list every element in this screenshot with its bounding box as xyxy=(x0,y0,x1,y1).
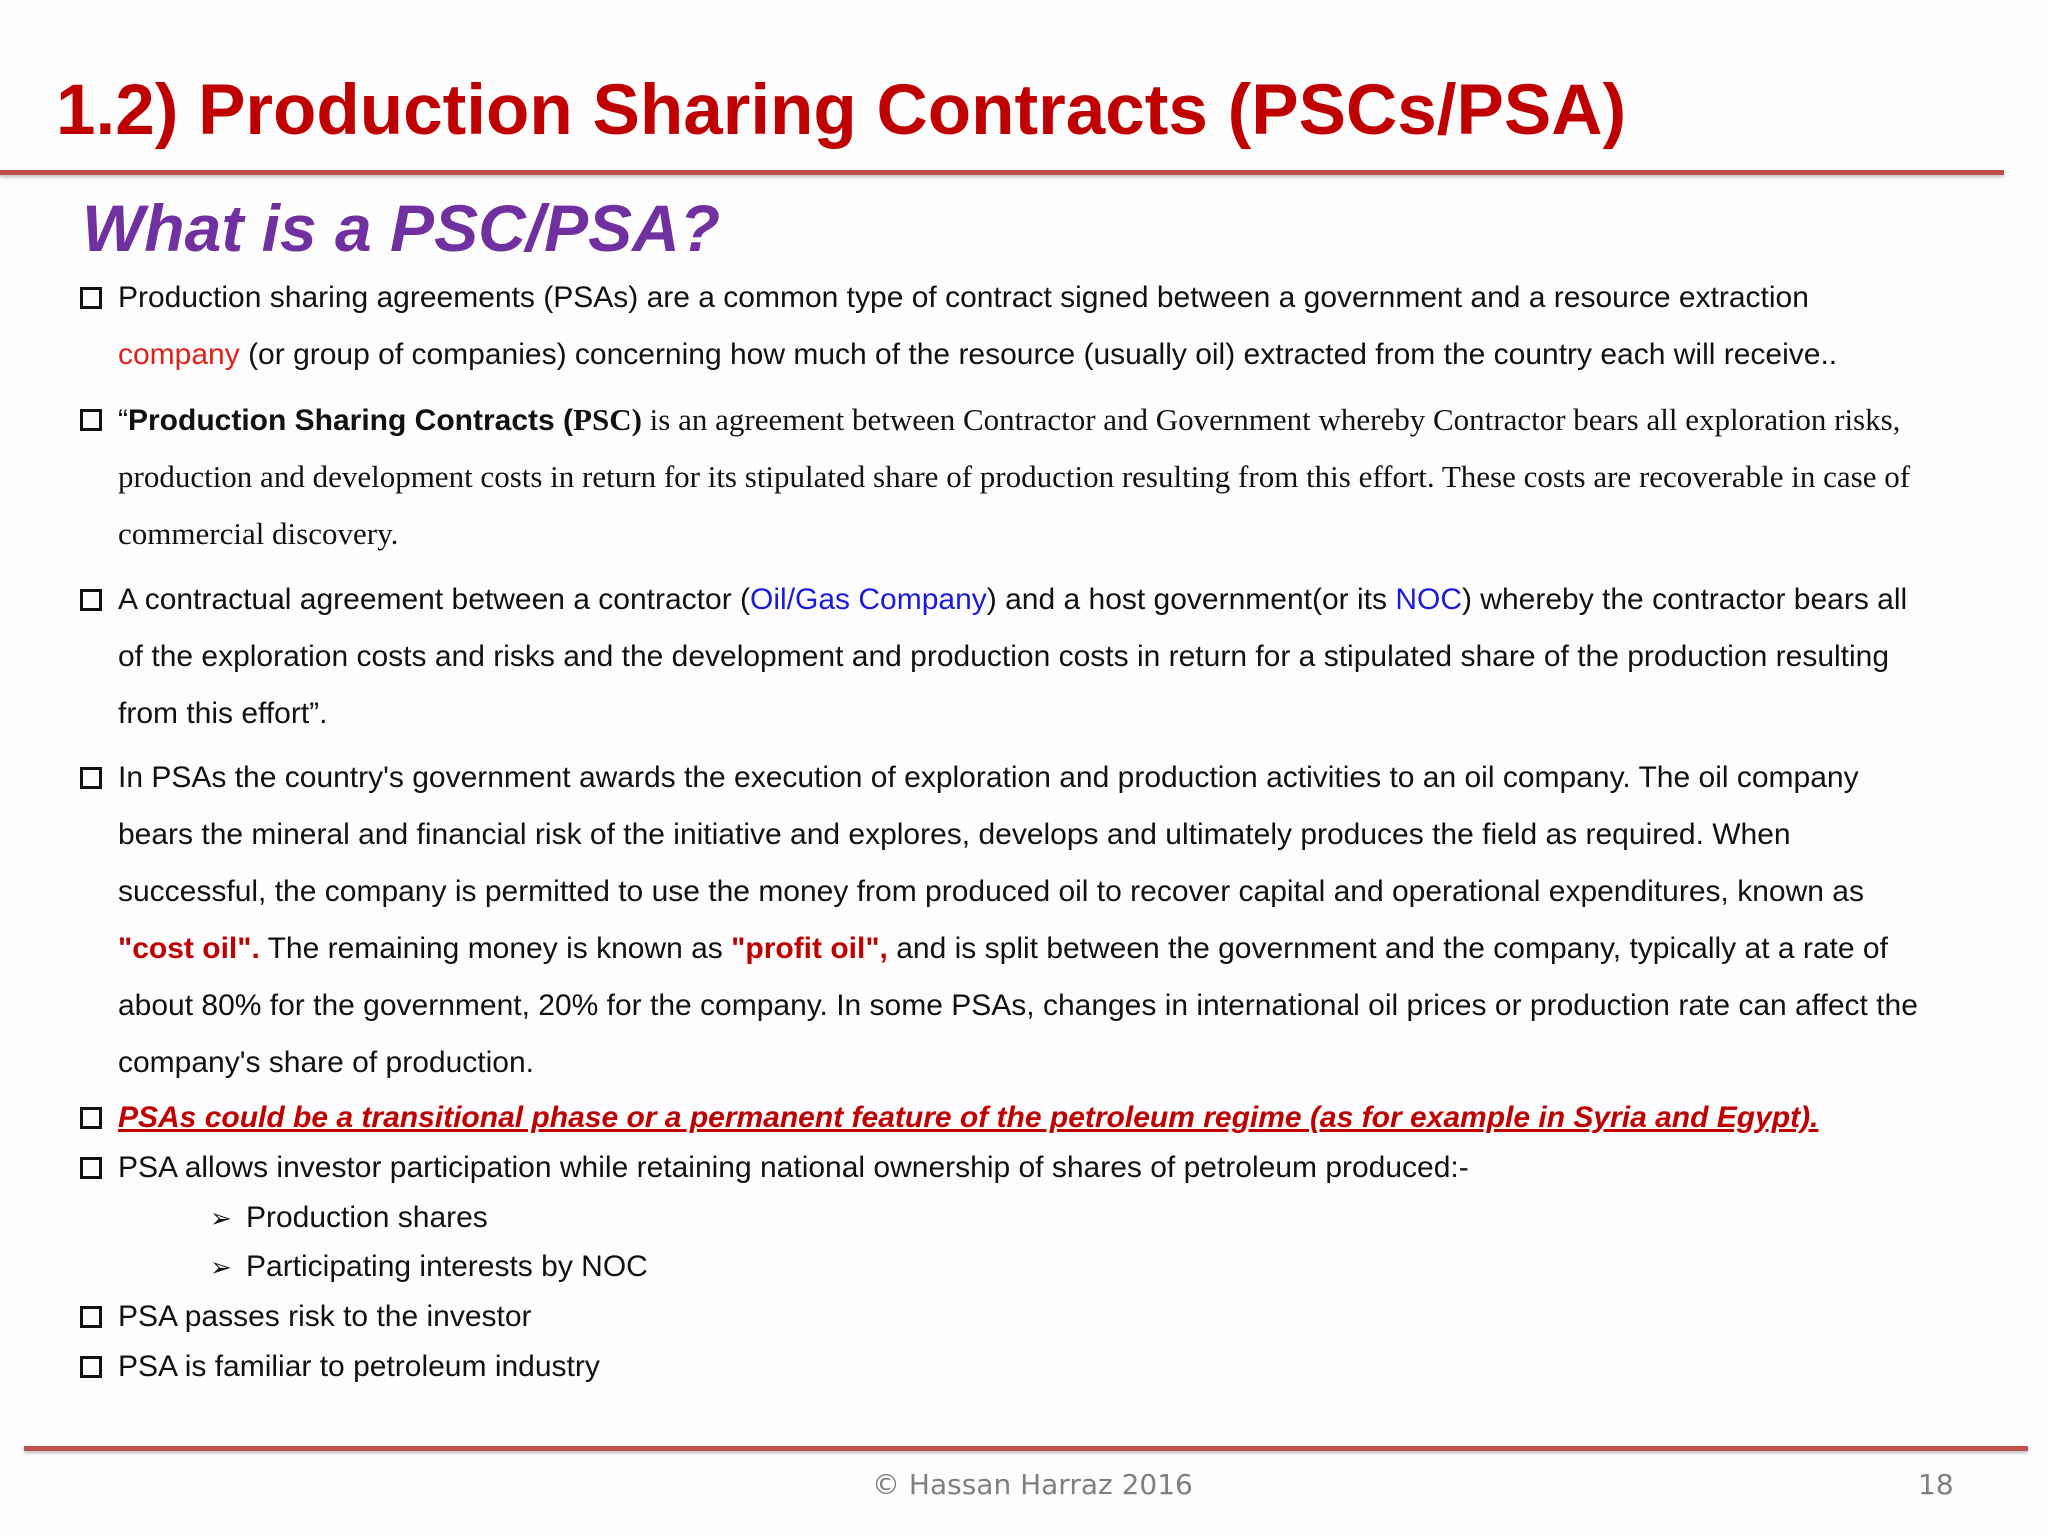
arrow-bullet-icon: ➢ xyxy=(210,1252,232,1282)
bold-term: Production Sharing Contracts ( xyxy=(128,404,574,437)
bullet-text: (or group of companies) concerning how much of the resource (usually oil) extracted from the country each will receive.. xyxy=(239,338,1838,371)
bullet-text: about 80% for the government, 20% for the company. In some PSAs, changes in international oil prices or production rate can affect the xyxy=(118,989,1918,1022)
company-term: company xyxy=(118,338,240,371)
slide-title: 1.2) Production Sharing Contracts (PSCs/PSA) xyxy=(56,71,1627,150)
bullet-text: A contractual agreement between a contractor ( xyxy=(118,583,751,616)
psc-term: PSC) xyxy=(573,402,642,437)
checkbox-bullet-icon xyxy=(80,1107,102,1129)
checkbox-bullet-icon xyxy=(80,767,102,789)
bullet-text: PSA allows investor participation while retaining national ownership of shares of petroleum produced:- xyxy=(118,1151,1469,1184)
footer xyxy=(0,1468,2048,1508)
profit-oil-term: "profit oil", xyxy=(731,932,888,965)
checkbox-bullet-icon xyxy=(80,1356,102,1378)
checkbox-bullet-icon xyxy=(80,409,102,431)
noc-term: NOC xyxy=(1395,583,1462,616)
bullet-text: ) whereby the contractor bears all xyxy=(1461,583,1908,616)
sub-item-label: Production shares xyxy=(246,1201,488,1234)
bullet-text: of the exploration costs and risks and the development and production costs in return for a stipulated share of the production resulting xyxy=(118,640,1890,673)
footer-divider xyxy=(24,1446,2028,1451)
checkbox-bullet-icon xyxy=(80,1306,102,1328)
checkbox-bullet-icon xyxy=(80,287,102,309)
cost-oil-term: "cost oil". xyxy=(118,932,260,965)
open-quote: “ xyxy=(118,404,128,437)
bullet-text: Production sharing agreements (PSAs) are a common type of contract signed between a government and a resource extraction xyxy=(118,281,1809,314)
bullet-text: production and development costs in return for its stipulated share of production resulting from this effort. These costs are recoverable in case of xyxy=(118,459,1911,494)
bullet-text: company's share of production. xyxy=(118,1046,534,1079)
bullet-text: commercial discovery. xyxy=(118,516,399,551)
bullet-text: ) and a host government(or its xyxy=(986,583,1396,616)
bullet-text: PSA passes risk to the investor xyxy=(118,1300,532,1333)
arrow-bullet-icon: ➢ xyxy=(210,1203,232,1233)
sub-item-label: Participating interests by NOC xyxy=(246,1250,648,1283)
slide-subtitle: What is a PSC/PSA? xyxy=(82,191,721,265)
oil-gas-company-term: Oil/Gas Company xyxy=(750,583,987,616)
bullet-text: is an agreement between Contractor and Government whereby Contractor bears all exploration risks, xyxy=(641,402,1901,437)
bullet-text: and is split between the government and the company, typically at a rate of xyxy=(887,932,1888,965)
page-number: 18 xyxy=(1918,1468,1954,1501)
bullet-text: PSA is familiar to petroleum industry xyxy=(118,1350,600,1383)
checkbox-bullet-icon xyxy=(80,1157,102,1179)
checkbox-bullet-icon xyxy=(80,589,102,611)
bullet-text: successful, the company is permitted to use the money from produced oil to recover capital and operational expenditures, known as xyxy=(118,875,1864,908)
copyright-text: © Hassan Harraz 2016 xyxy=(872,1468,1193,1501)
emphasis-text: PSAs could be a transitional phase or a permanent feature of the petroleum regime (as for example in Syria and Egypt). xyxy=(118,1101,1819,1134)
bullet-text: The remaining money is known as xyxy=(259,932,732,965)
sub-item xyxy=(210,1243,648,1291)
sub-item xyxy=(210,1194,488,1242)
bullet-text: bears the mineral and financial risk of the initiative and explores, develops and ultimately produces the field as required. When xyxy=(118,818,1791,851)
title-divider xyxy=(0,170,2004,175)
bullet-text: from this effort”. xyxy=(118,697,328,730)
bullet-text: In PSAs the country's government awards the execution of exploration and production activities to an oil company. The oil company xyxy=(118,761,1859,794)
